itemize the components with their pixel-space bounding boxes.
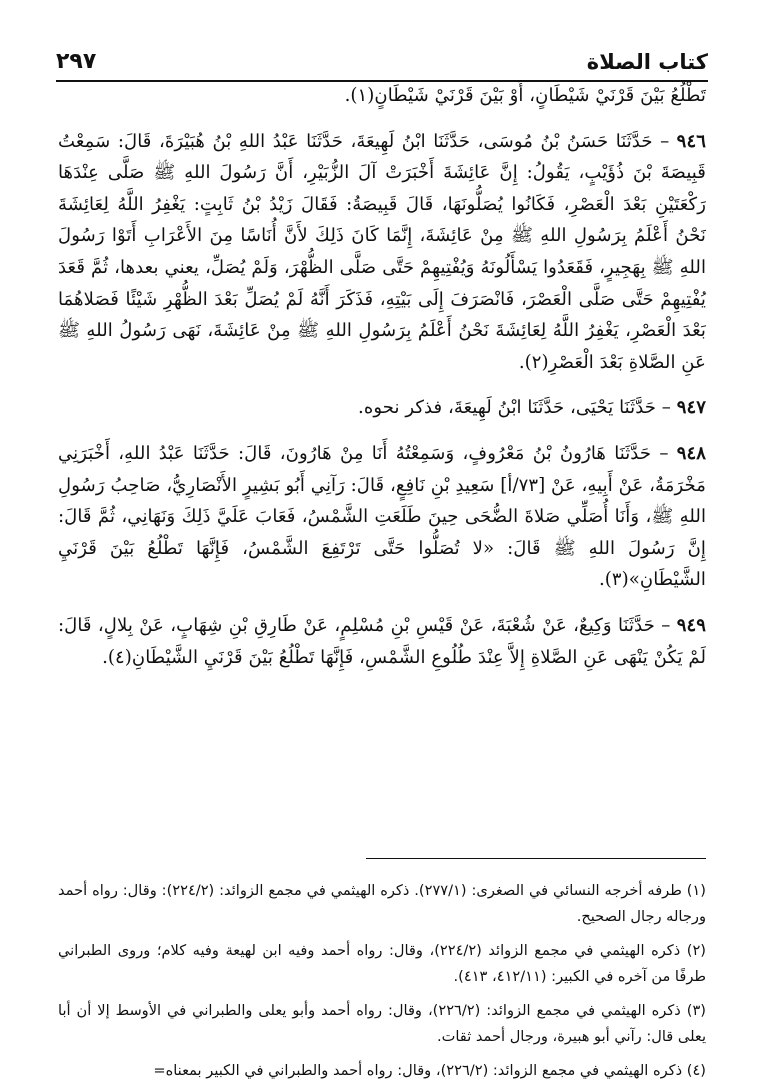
hadith-number: ٩٤٨ (676, 442, 706, 464)
footnotes (58, 878, 706, 1092)
hadith-text: – حَدَّثَنَا هَارُونُ بْنُ مَعْرُوفٍ، وَسَمِعْتُهُ أَنَا مِنْ هَارُونَ، قَالَ: حَدَّثَنَا عَبْدُ اللهِ، أَخْبَرَنِي مَخْرَمَةُ، عَنْ أَبِيهِ، عَنْ [٧٣/أ] سَعِيدِ بْنِ نَافِعٍ، قَالَ: رَآنِي أَبُو بَشِيرٍ الأَنْصَارِيُّ، صَاحِبُ رَسُولِ اللهِ ﷺ، وَأَنَا أُصَلِّي صَلاةَ الضُّحَى حِينَ طَلَعَتِ الشَّمْسُ، فَعَابَ عَلَيَّ ذَلِكَ وَنَهَانِي، ثُمَّ قَالَ: إِنَّ رَسُولَ اللهِ ﷺ قَالَ: «لا تُصَلُّوا حَتَّى تَرْتَفِعَ الشَّمْسُ، فَإِنَّهَا تَطْلُعُ بَيْنَ قَرْنَيِ الشَّيْطَانِ»(٣). (58, 442, 706, 591)
hadith-text: – حَدَّثَنَا حَسَنُ بْنُ مُوسَى، حَدَّثَنَا ابْنُ لَهِيعَةَ، حَدَّثَنَا عَبْدُ اللهِ بْنُ هُبَيْرَةَ، قَالَ: سَمِعْتُ قَبِيصَةَ بْنَ ذُؤَيْبٍ، يَقُولُ: إِنَّ عَائِشَةَ أَخْبَرَتْ آلَ الزُّبَيْرِ، أَنَّ رَسُولَ اللهِ ﷺ صَلَّى عِنْدَهَا رَكْعَتَيْنِ بَعْدَ الْعَصْرِ، فَكَانُوا يُصَلُّونَهَا، قَالَ قَبِيصَةُ: فَقَالَ زَيْدُ بْنُ ثَابِتٍ: يَغْفِرُ اللَّهُ لِعَائِشَةَ نَحْنُ أَعْلَمُ بِرَسُولِ اللهِ ﷺ مِنْ عَائِشَةَ، إِنَّمَا كَانَ ذَلِكَ لأَنَّ أُنَاسًا مِنَ الأَعْرَابِ أَتَوْا رَسُولَ اللهِ ﷺ بِهَجِيرٍ، فَقَعَدُوا يَسْأَلُونَهُ وَيُفْتِيهِمْ حَتَّى صَلَّى الظُّهْرَ، وَلَمْ يُصَلِّ، يعني بعدها، ثُمَّ قَعَدَ يُفْتِيهِمْ حَتَّى صَلَّى الْعَصْرَ، فَانْصَرَفَ إِلَى بَيْتِهِ، فَذَكَرَ أَنَّهُ لَمْ يُصَلِّ بَعْدَ الظُّهْرِ شَيْئًا فَصَلاهُمَا بَعْدَ الْعَصْرِ، يَغْفِرُ اللَّهُ لِعَائِشَةَ نَحْنُ أَعْلَمُ بِرَسُولِ اللهِ ﷺ مِنْ عَائِشَةَ، نَهَى رَسُولُ اللهِ ﷺ عَنِ الصَّلاةِ بَعْدَ الْعَصْرِ(٢). (58, 130, 706, 373)
hadith-948 (58, 438, 706, 596)
hadith-text: – حَدَّثَنَا وَكِيعٌ، عَنْ شُعْبَةَ، عَنْ قَيْسِ بْنِ مُسْلِمٍ، عَنْ طَارِقِ بْنِ شِهَابٍ، عَنْ بِلالٍ، قَالَ: لَمْ يَكُنْ يَنْهَى عَنِ الصَّلاةِ إِلاَّ عِنْدَ طُلُوعِ الشَّمْسِ، فَإِنَّهَا تَطْلُعُ بَيْنَ قَرْنَيِ الشَّيْطَانِ(٤). (58, 614, 706, 668)
chapter-title: كتاب الصلاة (586, 50, 708, 74)
hadith-continuation (58, 80, 706, 112)
hadith-number: ٩٤٦ (676, 130, 706, 152)
footnote-3: (٣) ذكره الهيثمي في مجمع الزوائد: (٢٢٦/٢)، وقال: رواه أحمد وأبو يعلى والطبراني في الأوسط إلا أن أبا يعلى قال: رآني أبو هبيرة، ورجال أحمد ثقات. (58, 1002, 706, 1045)
hadith-number: ٩٤٧ (676, 397, 706, 419)
page-header (56, 34, 708, 82)
hadith-number: ٩٤٩ (676, 614, 706, 636)
hadith-946 (58, 126, 706, 379)
hadith-body (58, 80, 706, 673)
hadith-947 (58, 392, 706, 424)
hadith-text: تَطْلُعُ بَيْنَ قَرْنَيْ شَيْطَانٍ، أَوْ بَيْنَ قَرْنَيْ شَيْطَانٍ(١). (344, 85, 706, 106)
footnote-2: (٢) ذكره الهيثمي في مجمع الزوائد (٢٢٤/٢)، وقال: رواه أحمد وفيه ابن لهيعة وفيه كلام؛ وروى الطبراني طرفًا من آخره في الكبير: (٤١٢/١١، ٤١٣). (58, 942, 706, 985)
footnote-divider (366, 858, 706, 859)
page-number: ٢٩٧ (56, 49, 97, 74)
footnote-1: (١) طرفه أخرجه النسائي في الصغرى: (٢٧٧/١). ذكره الهيثمي في مجمع الزوائد: (٢٢٤/٢): وقال: رواه أحمد ورجاله رجال الصحيح. (58, 882, 706, 925)
hadith-949 (58, 610, 706, 673)
hadith-text: – حَدَّثَنَا يَحْيَى، حَدَّثَنَا ابْنُ لَهِيعَةَ، فذكر نحوه. (358, 397, 671, 419)
footnote-4: (٤) ذكره الهيثمي في مجمع الزوائد: (٢٢٦/٢)، وقال: رواه أحمد والطبراني في الكبير بمعناه= (153, 1062, 706, 1079)
